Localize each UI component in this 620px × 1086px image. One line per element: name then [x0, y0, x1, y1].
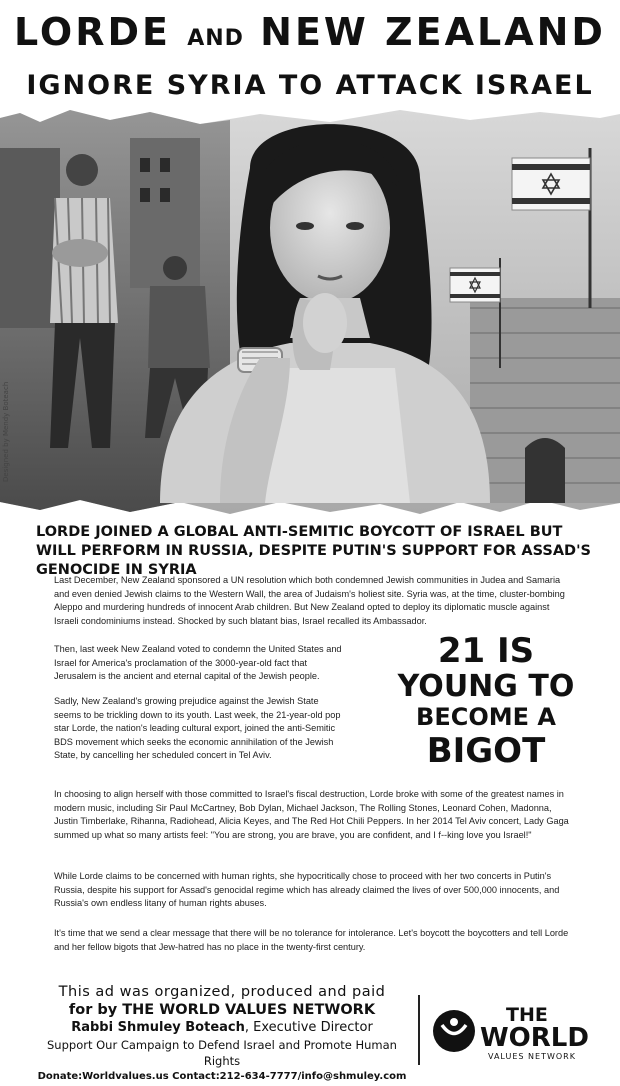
photo-credit: Designed by Mendy Boteach — [2, 381, 10, 482]
headline-conjunction: AND — [187, 26, 244, 51]
pull-quote — [386, 632, 586, 770]
body-paragraph-1: Last December, New Zealand sponsored a UN resolution which both condemned Jewish communities in Judea and Samaria and even denied Jewish claims to the Western Wall, the area of Judaism's holiest site. Syria was, at the time, cluster-bombing Aleppo and murdering hundreds of innocent Arab children. But New Zealand opted to deploy its diplomatic muscle against Israeli condominiums instead. Shocked by such blatant bias, Israel recalled its Ambassador. — [54, 575, 565, 626]
logo-globe-icon — [433, 1010, 475, 1052]
body-paragraph-5: While Lorde claims to be concerned with human rights, she hypocritically chose to proceed with her two concerts in Putin's Russia, despite his support for Assad's genocidal regime which has already claimed the lives of over 500,000 innocents, and Russia's own endless litany of human rights abuses. — [54, 871, 560, 909]
logo-word-2: WORLD — [480, 1023, 589, 1053]
pull-quote-line-1: 21 IS — [437, 631, 535, 671]
body-paragraph-4: In choosing to align herself with those committed to Israel's fiscal destruction, Lorde broke with some of the greatest names in modern music, including Sir Paul McCartney, Bob Dylan, Michael Jackson, The Rolling Stones, Leonard Cohen, Madonna, Justin Timberlake, Rihanna, Radiohead, Alicia Keyes, and The Red Hot Chili Peppers. In her 2014 Tel Aviv concert, Lady Gaga summed up what so many artists feel: "You are strong, you are brave, you are confident, and I f--king love you Israel!" — [54, 789, 569, 840]
headline-line-1 — [0, 10, 620, 54]
body-paragraph-2: Then, last week New Zealand voted to condemn the United States and Israel for America's proclamation of the 3000-year-old fact that Jerusalem is the ancient and eternal capital of the Jewish people. — [54, 644, 342, 682]
headline-part-2: NEW ZEALAND — [260, 10, 606, 54]
footer-contact: Donate:Worldvalues.us Contact:212-634-7777/info@shmuley.com — [37, 1071, 407, 1082]
footer-line-3 — [36, 1019, 408, 1037]
body-paragraph-3: Sadly, New Zealand's growing prejudice against the Jewish State seems to be trickling down to its youth. Last week, the 21-year-old pop star Lorde, the nation's leading cultural export, joined the anti-Semitic BDS movement which seeks the economic annihilation of the Jewish State, by cancelling her scheduled concert in Tel Aviv. — [54, 696, 341, 761]
footer-line-2: for by THE WORLD VALUES NETWORK — [68, 1002, 376, 1018]
logo-word-1: THE — [506, 1004, 548, 1026]
hero-photo-collage — [0, 108, 620, 518]
footer-divider — [418, 995, 420, 1065]
footer-name: Rabbi Shmuley Boteach — [71, 1020, 245, 1035]
footer-line-1: This ad was organized, produced and paid — [58, 984, 386, 1000]
headline-part-1: LORDE — [14, 10, 171, 54]
subheadline: LORDE JOINED A GLOBAL ANTI-SEMITIC BOYCOTT OF ISRAEL BUT WILL PERFORM IN RUSSIA, DESPITE PUTIN'S SUPPORT FOR ASSAD'S GENOCIDE IN SYRIA — [36, 524, 591, 578]
sponsor-footer — [36, 984, 408, 1085]
body-paragraph-6: It's time that we send a clear message that there will be no tolerance for intolerance. Let's boycott the boycotters and tell Lorde and her fellow bigots that Jew-hatred has no place in the twenty-first century. — [54, 928, 569, 952]
headline-line-2: IGNORE SYRIA TO ATTACK ISRAEL — [26, 70, 594, 101]
world-values-network-logo — [430, 998, 610, 1068]
pull-quote-line-3: BECOME A — [416, 703, 556, 731]
pull-quote-line-4: BIGOT — [426, 731, 546, 771]
logo-word-3: VALUES NETWORK — [488, 1052, 576, 1061]
pull-quote-line-2: YOUNG TO — [397, 669, 575, 704]
footer-line-4: Support Our Campaign to Defend Israel and Promote Human Rights — [47, 1038, 397, 1068]
footer-title: , Executive Director — [244, 1020, 373, 1035]
